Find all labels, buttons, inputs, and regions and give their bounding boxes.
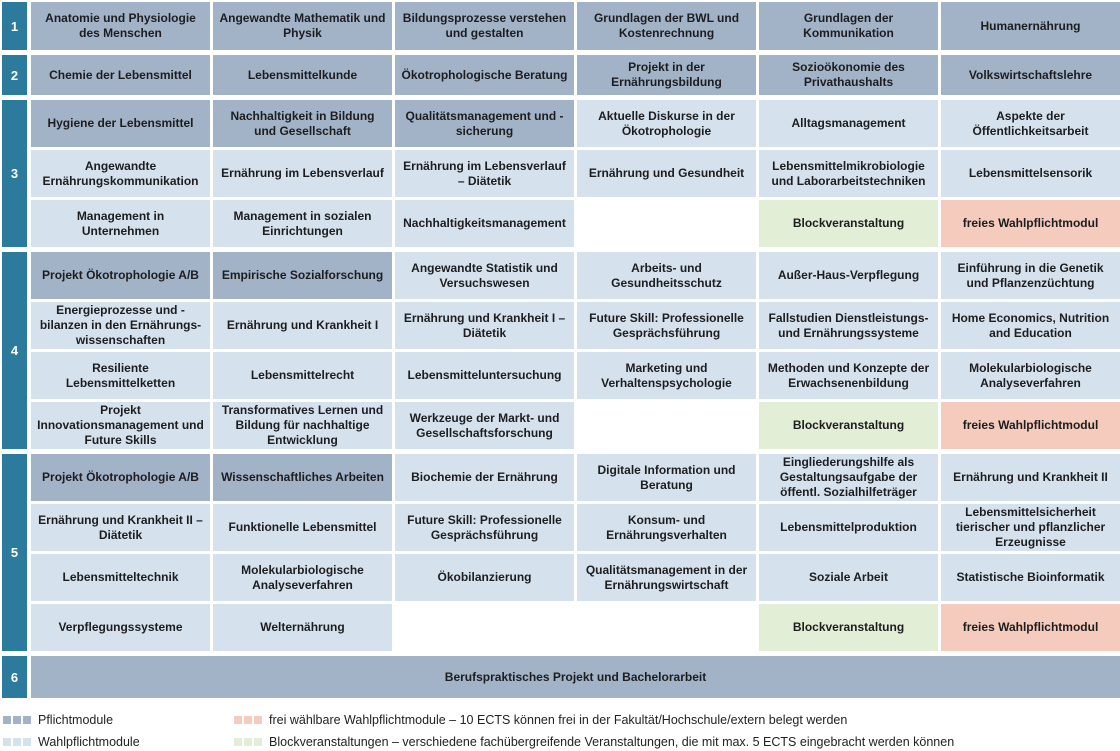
- module-cell: freies Wahlpflichtmodul: [941, 200, 1120, 247]
- module-cell: Eingliederungshilfe als Gestaltungsaufgabe der öffentl. Sozialhilfeträger: [759, 454, 938, 501]
- module-cell: Alltagsmanagement: [759, 100, 938, 147]
- legend-item-freie-wahlpflichtmodule: [234, 711, 954, 729]
- module-row: [31, 604, 1120, 651]
- module-cell: Projekt Ökotrophologie A/B: [31, 252, 210, 299]
- module-cell: Management in sozialen Einrichtungen: [213, 200, 392, 247]
- module-cell: Arbeits- und Gesundheitsschutz: [577, 252, 756, 299]
- module-cell: Lebensmittelmikrobiologie und Laborarbeitstechniken: [759, 150, 938, 197]
- module-cell: Lebensmitteltechnik: [31, 554, 210, 601]
- module-row: [31, 352, 1120, 399]
- module-cell: Lebensmitteluntersuchung: [395, 352, 574, 399]
- semester-band-4: [2, 252, 1120, 449]
- semester-band-1: [2, 2, 1120, 50]
- freies-wahlpflichtmodul-color-swatch-icon: [234, 716, 262, 724]
- module-cell: Nachhaltigkeitsmanagement: [395, 200, 574, 247]
- legend-label: Wahlpflichtmodule: [38, 735, 140, 749]
- module-cell: Hygiene der Lebensmittel: [31, 100, 210, 147]
- module-row: [31, 656, 1120, 698]
- module-cell: Future Skill: Professionelle Gesprächsführung: [577, 302, 756, 349]
- legend-column-left: [3, 711, 234, 751]
- module-cell: Lebensmittelrecht: [213, 352, 392, 399]
- legend-item-pflichtmodule: [3, 711, 234, 729]
- wahlpflichtmodule-color-swatch-icon: [3, 738, 31, 746]
- module-cell: Konsum- und Ernährungsverhalten: [577, 504, 756, 551]
- empty-cell: [577, 200, 756, 247]
- legend: [2, 711, 1120, 751]
- module-cell: Aspekte der Öffentlichkeitsarbeit: [941, 100, 1120, 147]
- module-row: [31, 302, 1120, 349]
- module-cell: Aktuelle Diskurse in der Ökotrophologie: [577, 100, 756, 147]
- module-cell: Molekularbiologische Analyseverfahren: [941, 352, 1120, 399]
- module-cell: Ernährung und Krankheit I – Diätetik: [395, 302, 574, 349]
- pflichtmodule-color-swatch-icon: [3, 716, 31, 724]
- module-cell: Molekularbiologische Analyseverfahren: [213, 554, 392, 601]
- module-cell: Angewandte Mathematik und Physik: [213, 2, 392, 50]
- module-cell: Blockveranstaltung: [759, 200, 938, 247]
- module-row: [31, 100, 1120, 147]
- module-cell: Außer-Haus-Verpflegung: [759, 252, 938, 299]
- legend-item-blockveranstaltungen: [234, 733, 954, 751]
- semester-rows: [31, 2, 1120, 50]
- module-cell: Ernährung und Gesundheit: [577, 150, 756, 197]
- semester-rows: [31, 100, 1120, 247]
- semester-band-5: [2, 454, 1120, 651]
- semester-band-3: [2, 100, 1120, 247]
- semester-band-6: [2, 656, 1120, 698]
- module-row: [31, 55, 1120, 95]
- module-cell: Ernährung und Krankheit II: [941, 454, 1120, 501]
- legend-label: frei wählbare Wahlpflichtmodule – 10 ECTS können frei in der Fakultät/Hochschule/extern belegt werden: [269, 713, 848, 727]
- module-cell: Bildungsprozesse verstehen und gestalten: [395, 2, 574, 50]
- module-row: [31, 402, 1120, 449]
- module-cell: Verpflegungssysteme: [31, 604, 210, 651]
- module-cell: Qualitätsmanagement und -sicherung: [395, 100, 574, 147]
- module-row: [31, 554, 1120, 601]
- semester-number: 6: [2, 656, 27, 698]
- module-row: [31, 454, 1120, 501]
- module-cell: Soziale Arbeit: [759, 554, 938, 601]
- module-cell: Marketing und Verhaltenspsychologie: [577, 352, 756, 399]
- module-cell: Empirische Sozialforschung: [213, 252, 392, 299]
- module-cell: Volkswirtschaftslehre: [941, 55, 1120, 95]
- empty-cell: [577, 604, 756, 651]
- module-cell: Welternährung: [213, 604, 392, 651]
- semester-number: 3: [2, 100, 27, 247]
- module-cell: Digitale Information und Beratung: [577, 454, 756, 501]
- module-cell: freies Wahlpflichtmodul: [941, 604, 1120, 651]
- module-cell: Ernährung und Krankheit II – Diätetik: [31, 504, 210, 551]
- module-cell: Angewandte Ernährungskommunikation: [31, 150, 210, 197]
- module-cell: Sozioökonomie des Privathaushalts: [759, 55, 938, 95]
- semester-number: 4: [2, 252, 27, 449]
- semester-rows: [31, 252, 1120, 449]
- module-cell: Grundlagen der BWL und Kostenrechnung: [577, 2, 756, 50]
- module-cell: Blockveranstaltung: [759, 604, 938, 651]
- module-cell: Humanernährung: [941, 2, 1120, 50]
- semester-rows: [31, 55, 1120, 95]
- semester-rows: [31, 656, 1120, 698]
- module-cell: Projekt Innovationsmanagement und Future Skills: [31, 402, 210, 449]
- legend-item-wahlpflichtmodule: [3, 733, 234, 751]
- module-row: [31, 200, 1120, 247]
- module-cell: Lebensmittelproduktion: [759, 504, 938, 551]
- semester-rows: [31, 454, 1120, 651]
- module-cell: Einführung in die Genetik und Pflanzenzüchtung: [941, 252, 1120, 299]
- module-cell: Wissenschaftliches Arbeiten: [213, 454, 392, 501]
- module-row: [31, 150, 1120, 197]
- module-row: [31, 504, 1120, 551]
- legend-label: Pflichtmodule: [38, 713, 114, 727]
- module-cell: Projekt Ökotrophologie A/B: [31, 454, 210, 501]
- module-cell: Angewandte Statistik und Versuchswesen: [395, 252, 574, 299]
- module-cell: Energieprozesse und -bilanzen in den Ernährungs-wissenschaften: [31, 302, 210, 349]
- module-cell: Ökobilanzierung: [395, 554, 574, 601]
- module-cell: Home Economics, Nutrition and Education: [941, 302, 1120, 349]
- module-cell: Projekt in der Ernährungsbildung: [577, 55, 756, 95]
- empty-cell: [577, 402, 756, 449]
- semester-band-2: [2, 55, 1120, 95]
- module-cell: Biochemie der Ernährung: [395, 454, 574, 501]
- empty-cell: [395, 604, 574, 651]
- legend-label: Blockveranstaltungen – verschiedene fachübergreifende Veranstaltungen, die mit max. 5 ECTS eingebracht werden können: [269, 735, 955, 749]
- semester-number: 2: [2, 55, 27, 95]
- module-row: [31, 2, 1120, 50]
- module-cell: Ökotrophologische Beratung: [395, 55, 574, 95]
- module-cell: Nachhaltigkeit in Bildung und Gesellschaft: [213, 100, 392, 147]
- module-row: [31, 252, 1120, 299]
- module-cell: Chemie der Lebensmittel: [31, 55, 210, 95]
- legend-column-right: [234, 711, 954, 751]
- module-cell: Anatomie und Physiologie des Menschen: [31, 2, 210, 50]
- module-cell: Resiliente Lebensmittelketten: [31, 352, 210, 399]
- module-cell: Future Skill: Professionelle Gesprächsführung: [395, 504, 574, 551]
- module-cell: Qualitätsmanagement in der Ernährungswirtschaft: [577, 554, 756, 601]
- module-cell: Lebensmittelsicherheit tierischer und pflanzlicher Erzeugnisse: [941, 504, 1120, 551]
- module-cell: Methoden und Konzepte der Erwachsenenbildung: [759, 352, 938, 399]
- semester-number: 5: [2, 454, 27, 651]
- module-cell: Lebensmittelkunde: [213, 55, 392, 95]
- module-cell: Fallstudien Dienstleistungs- und Ernährungssysteme: [759, 302, 938, 349]
- module-cell: Ernährung und Krankheit I: [213, 302, 392, 349]
- module-cell: Berufspraktisches Projekt und Bachelorarbeit: [31, 656, 1120, 698]
- semester-bands: [2, 2, 1120, 698]
- module-cell: Funktionelle Lebensmittel: [213, 504, 392, 551]
- module-cell: Ernährung im Lebensverlauf: [213, 150, 392, 197]
- module-cell: Transformatives Lernen und Bildung für nachhaltige Entwicklung: [213, 402, 392, 449]
- module-cell: Ernährung im Lebensverlauf – Diätetik: [395, 150, 574, 197]
- module-cell: Lebensmittelsensorik: [941, 150, 1120, 197]
- semester-number: 1: [2, 2, 27, 50]
- module-cell: Grundlagen der Kommunikation: [759, 2, 938, 50]
- module-cell: Blockveranstaltung: [759, 402, 938, 449]
- module-cell: Werkzeuge der Markt- und Gesellschaftsforschung: [395, 402, 574, 449]
- module-cell: Management in Unternehmen: [31, 200, 210, 247]
- module-cell: freies Wahlpflichtmodul: [941, 402, 1120, 449]
- module-cell: Statistische Bioinformatik: [941, 554, 1120, 601]
- blockveranstaltung-color-swatch-icon: [234, 738, 262, 746]
